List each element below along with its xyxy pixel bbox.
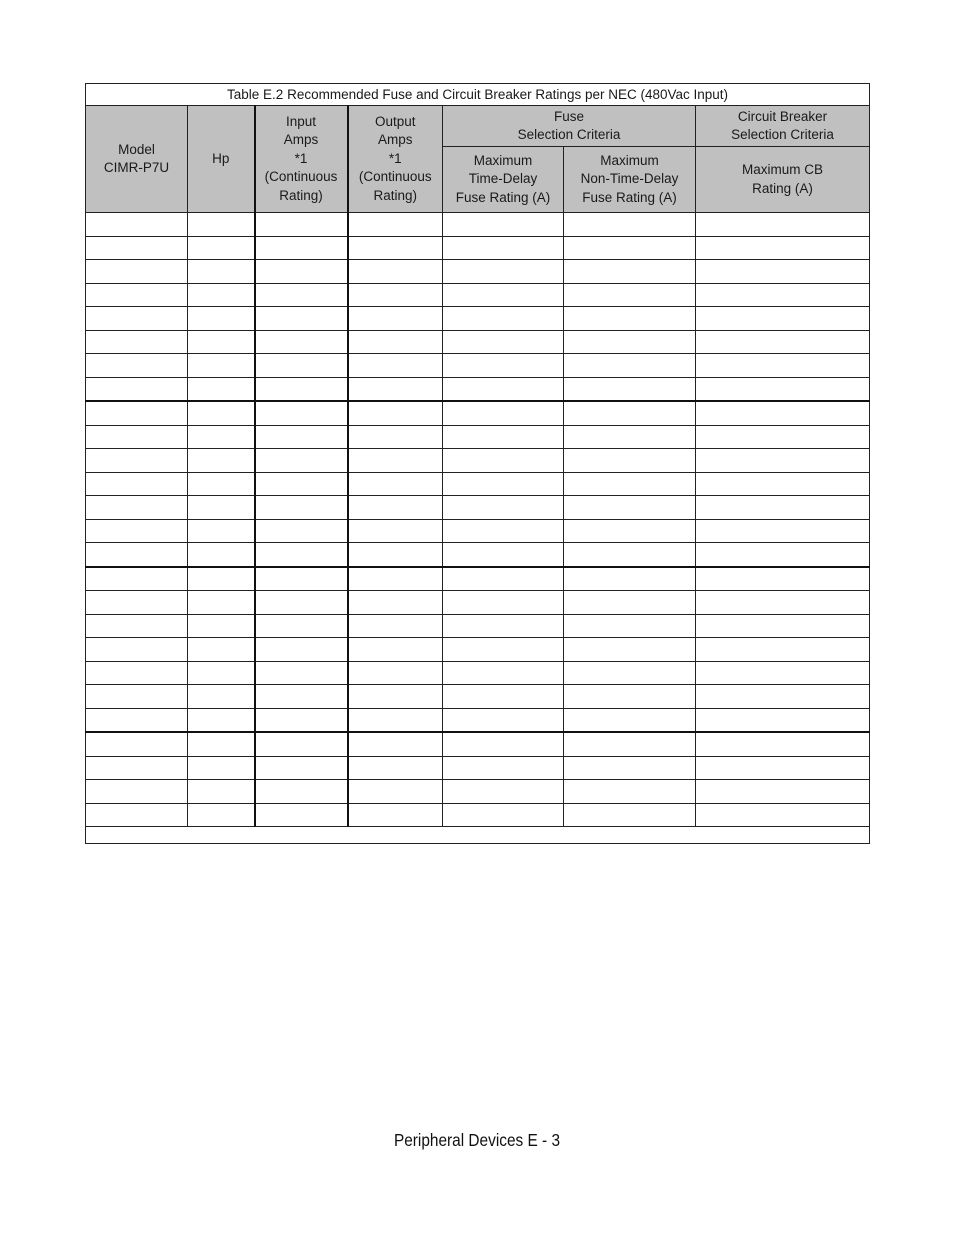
- table-row: [86, 307, 870, 331]
- table-row: [86, 543, 870, 567]
- table-cell: [188, 496, 255, 520]
- table-cell: [696, 803, 870, 827]
- table-cell: [696, 708, 870, 732]
- table-cell: [443, 307, 564, 331]
- page-footer-label: Peripheral Devices E - 3: [393, 1130, 561, 1150]
- table-cell: [86, 519, 188, 543]
- header-fuse-group: [443, 106, 696, 147]
- table-cell: [348, 377, 443, 401]
- table-cell: [443, 591, 564, 615]
- table-cell: [255, 519, 348, 543]
- table-cell: [443, 213, 564, 237]
- table-cell: [86, 780, 188, 804]
- table-cell: [86, 283, 188, 307]
- table-cell: [443, 685, 564, 709]
- table-cell: [255, 401, 348, 425]
- table-cell: [348, 472, 443, 496]
- table-cell: [696, 591, 870, 615]
- table-cell: [255, 283, 348, 307]
- header-input-amps: [255, 106, 348, 213]
- fuse-breaker-table-container: [85, 83, 869, 844]
- table-row: [86, 496, 870, 520]
- table-cell: [86, 638, 188, 662]
- table-cell: [443, 330, 564, 354]
- table-cell: [564, 708, 696, 732]
- table-cell: [348, 449, 443, 473]
- table-cell: [348, 661, 443, 685]
- table-cell: [564, 307, 696, 331]
- table-cell: [255, 377, 348, 401]
- table-cell: [696, 756, 870, 780]
- table-cell: [443, 425, 564, 449]
- table-cell: [86, 425, 188, 449]
- table-cell: [348, 708, 443, 732]
- table-cell: [188, 591, 255, 615]
- table-cell: [255, 685, 348, 709]
- table-cell: [443, 260, 564, 284]
- table-cell: [348, 283, 443, 307]
- table-cell: [188, 377, 255, 401]
- table-cell: [443, 377, 564, 401]
- table-cell: [348, 307, 443, 331]
- table-cell: [564, 496, 696, 520]
- table-cell: [443, 236, 564, 260]
- table-footnote-row: [86, 827, 870, 844]
- table-cell: [188, 425, 255, 449]
- table-cell: [255, 307, 348, 331]
- table-cell: [348, 685, 443, 709]
- table-cell: [696, 260, 870, 284]
- table-cell: [564, 685, 696, 709]
- table-cell: [255, 780, 348, 804]
- table-cell: [188, 307, 255, 331]
- table-cell: [564, 756, 696, 780]
- table-cell: [255, 708, 348, 732]
- table-cell: [86, 614, 188, 638]
- table-cell: [564, 780, 696, 804]
- table-cell: [696, 685, 870, 709]
- table-cell: [86, 661, 188, 685]
- table-cell: [255, 803, 348, 827]
- table-cell: [255, 354, 348, 378]
- table-cell: [348, 236, 443, 260]
- table-cell: [86, 708, 188, 732]
- table-cell: [564, 803, 696, 827]
- table-row: [86, 213, 870, 237]
- table-cell: [443, 661, 564, 685]
- table-cell: [696, 283, 870, 307]
- header-input-amps-text: Input Amps *1 (Continuous Rating): [264, 113, 338, 203]
- table-cell: [348, 638, 443, 662]
- table-row: [86, 449, 870, 473]
- table-cell: [696, 307, 870, 331]
- table-row: [86, 519, 870, 543]
- table-cell: [255, 567, 348, 591]
- table-cell: [564, 236, 696, 260]
- table-cell: [443, 354, 564, 378]
- table-cell: [696, 543, 870, 567]
- table-cell: [564, 661, 696, 685]
- table-cell: [86, 803, 188, 827]
- table-cell: [255, 543, 348, 567]
- table-cell: [86, 260, 188, 284]
- table-cell: [188, 354, 255, 378]
- table-row: [86, 330, 870, 354]
- table-cell: [564, 330, 696, 354]
- table-cell: [255, 425, 348, 449]
- table-cell: [443, 803, 564, 827]
- table-cell: [564, 543, 696, 567]
- table-cell: [443, 638, 564, 662]
- table-row: [86, 401, 870, 425]
- table-cell: [188, 614, 255, 638]
- table-cell: [188, 780, 255, 804]
- table-cell: [696, 519, 870, 543]
- table-cell: [564, 638, 696, 662]
- table-row: [86, 685, 870, 709]
- table-cell: [86, 307, 188, 331]
- table-cell: [348, 614, 443, 638]
- table-cell: [443, 732, 564, 756]
- table-row: [86, 425, 870, 449]
- table-cell: [696, 354, 870, 378]
- header-fuse-time-delay-text: Maximum Time-Delay Fuse Rating (A): [455, 152, 551, 205]
- table-cell: [564, 213, 696, 237]
- table-cell: [696, 213, 870, 237]
- table-cell: [86, 685, 188, 709]
- table-cell: [348, 591, 443, 615]
- table-cell: [255, 661, 348, 685]
- table-cell: [443, 401, 564, 425]
- table-cell: [188, 260, 255, 284]
- table-cell: [564, 614, 696, 638]
- table-cell: [348, 213, 443, 237]
- table-cell: [696, 449, 870, 473]
- table-cell: [696, 780, 870, 804]
- table-cell: [86, 377, 188, 401]
- table-cell: [86, 732, 188, 756]
- table-cell: [564, 449, 696, 473]
- table-cell: [255, 756, 348, 780]
- table-row: [86, 756, 870, 780]
- table-cell: [348, 780, 443, 804]
- table-cell: [348, 543, 443, 567]
- table-cell: [86, 236, 188, 260]
- table-cell: [86, 756, 188, 780]
- table-cell: [564, 519, 696, 543]
- table-cell: [188, 283, 255, 307]
- table-cell: [564, 591, 696, 615]
- table-cell: [348, 567, 443, 591]
- table-row: [86, 638, 870, 662]
- table-title: Table E.2 Recommended Fuse and Circuit Breaker Ratings per NEC (480Vac Input): [86, 84, 870, 106]
- table-cell: [188, 330, 255, 354]
- table-row: [86, 708, 870, 732]
- table-cell: [443, 756, 564, 780]
- table-cell: [564, 401, 696, 425]
- table-cell: [86, 213, 188, 237]
- header-fuse-non-time-delay-text: Maximum Non-Time-Delay Fuse Rating (A): [580, 152, 679, 205]
- table-cell: [188, 567, 255, 591]
- table-cell: [188, 401, 255, 425]
- table-cell: [86, 543, 188, 567]
- table-cell: [86, 354, 188, 378]
- header-output-amps: [348, 106, 443, 213]
- table-cell: [188, 661, 255, 685]
- table-cell: [348, 425, 443, 449]
- header-fuse-time-delay: [443, 147, 564, 213]
- table-cell: [443, 567, 564, 591]
- table-cell: [86, 591, 188, 615]
- header-cb-max-text: Maximum CB Rating (A): [742, 162, 824, 196]
- table-cell: [188, 449, 255, 473]
- table-cell: [696, 330, 870, 354]
- table-cell: [255, 449, 348, 473]
- table-cell: [696, 638, 870, 662]
- table-cell: [696, 732, 870, 756]
- table-cell: [86, 401, 188, 425]
- table-cell: [696, 496, 870, 520]
- table-cell: [188, 708, 255, 732]
- table-cell: [564, 260, 696, 284]
- table-cell: [348, 519, 443, 543]
- header-hp-text: Hp: [212, 150, 230, 166]
- table-row: [86, 661, 870, 685]
- table-cell: [443, 543, 564, 567]
- table-cell: [443, 496, 564, 520]
- table-row: [86, 614, 870, 638]
- table-cell: [255, 260, 348, 284]
- table-cell: [255, 472, 348, 496]
- table-cell: [255, 213, 348, 237]
- header-model: [86, 106, 188, 213]
- table-cell: [443, 283, 564, 307]
- table-row: [86, 377, 870, 401]
- table-cell: [696, 567, 870, 591]
- table-row: [86, 236, 870, 260]
- table-cell: [86, 496, 188, 520]
- table-cell: [443, 472, 564, 496]
- table-cell: [255, 236, 348, 260]
- table-cell: [255, 638, 348, 662]
- table-cell: [255, 614, 348, 638]
- fuse-breaker-ratings-table: [85, 83, 870, 844]
- header-model-text: Model CIMR-P7U: [103, 141, 170, 175]
- table-cell: [696, 425, 870, 449]
- table-cell: [564, 472, 696, 496]
- table-cell: [348, 401, 443, 425]
- table-cell: [188, 732, 255, 756]
- header-cb-group: [696, 106, 870, 147]
- table-row: [86, 732, 870, 756]
- header-hp: [188, 106, 255, 213]
- table-row: [86, 283, 870, 307]
- table-cell: [696, 401, 870, 425]
- table-body: [86, 213, 870, 844]
- table-cell: [188, 472, 255, 496]
- header-cb-max: [696, 147, 870, 213]
- table-row: [86, 472, 870, 496]
- table-cell: [696, 377, 870, 401]
- header-fuse-non-time-delay: [564, 147, 696, 213]
- table-cell: [564, 425, 696, 449]
- table-cell: [564, 567, 696, 591]
- table-cell: [86, 567, 188, 591]
- table-cell: [696, 661, 870, 685]
- table-cell: [255, 591, 348, 615]
- table-row: [86, 591, 870, 615]
- header-cb-group-text: Circuit Breaker Selection Criteria: [731, 108, 834, 142]
- table-cell: [188, 519, 255, 543]
- table-cell: [696, 236, 870, 260]
- table-footnote-cell: [86, 827, 870, 844]
- table-cell: [188, 685, 255, 709]
- table-cell: [348, 330, 443, 354]
- table-cell: [86, 472, 188, 496]
- table-cell: [348, 354, 443, 378]
- table-cell: [86, 330, 188, 354]
- table-cell: [564, 732, 696, 756]
- table-cell: [564, 283, 696, 307]
- table-row: [86, 780, 870, 804]
- table-cell: [348, 803, 443, 827]
- header-fuse-group-text: Fuse Selection Criteria: [517, 108, 621, 142]
- table-cell: [86, 449, 188, 473]
- table-row: [86, 354, 870, 378]
- table-row: [86, 260, 870, 284]
- table-cell: [348, 756, 443, 780]
- table-cell: [696, 614, 870, 638]
- table-cell: [348, 732, 443, 756]
- table-row: [86, 803, 870, 827]
- table-row: [86, 567, 870, 591]
- table-cell: [564, 377, 696, 401]
- table-cell: [188, 803, 255, 827]
- table-cell: [443, 708, 564, 732]
- table-cell: [188, 543, 255, 567]
- table-cell: [188, 236, 255, 260]
- table-cell: [348, 496, 443, 520]
- table-cell: [255, 496, 348, 520]
- table-cell: [443, 614, 564, 638]
- table-cell: [443, 780, 564, 804]
- table-cell: [188, 756, 255, 780]
- table-cell: [443, 519, 564, 543]
- table-cell: [188, 213, 255, 237]
- header-output-amps-text: Output Amps *1 (Continuous Rating): [358, 113, 432, 203]
- table-cell: [564, 354, 696, 378]
- table-cell: [696, 472, 870, 496]
- table-cell: [255, 330, 348, 354]
- table-cell: [188, 638, 255, 662]
- table-cell: [255, 732, 348, 756]
- table-cell: [443, 449, 564, 473]
- table-cell: [348, 260, 443, 284]
